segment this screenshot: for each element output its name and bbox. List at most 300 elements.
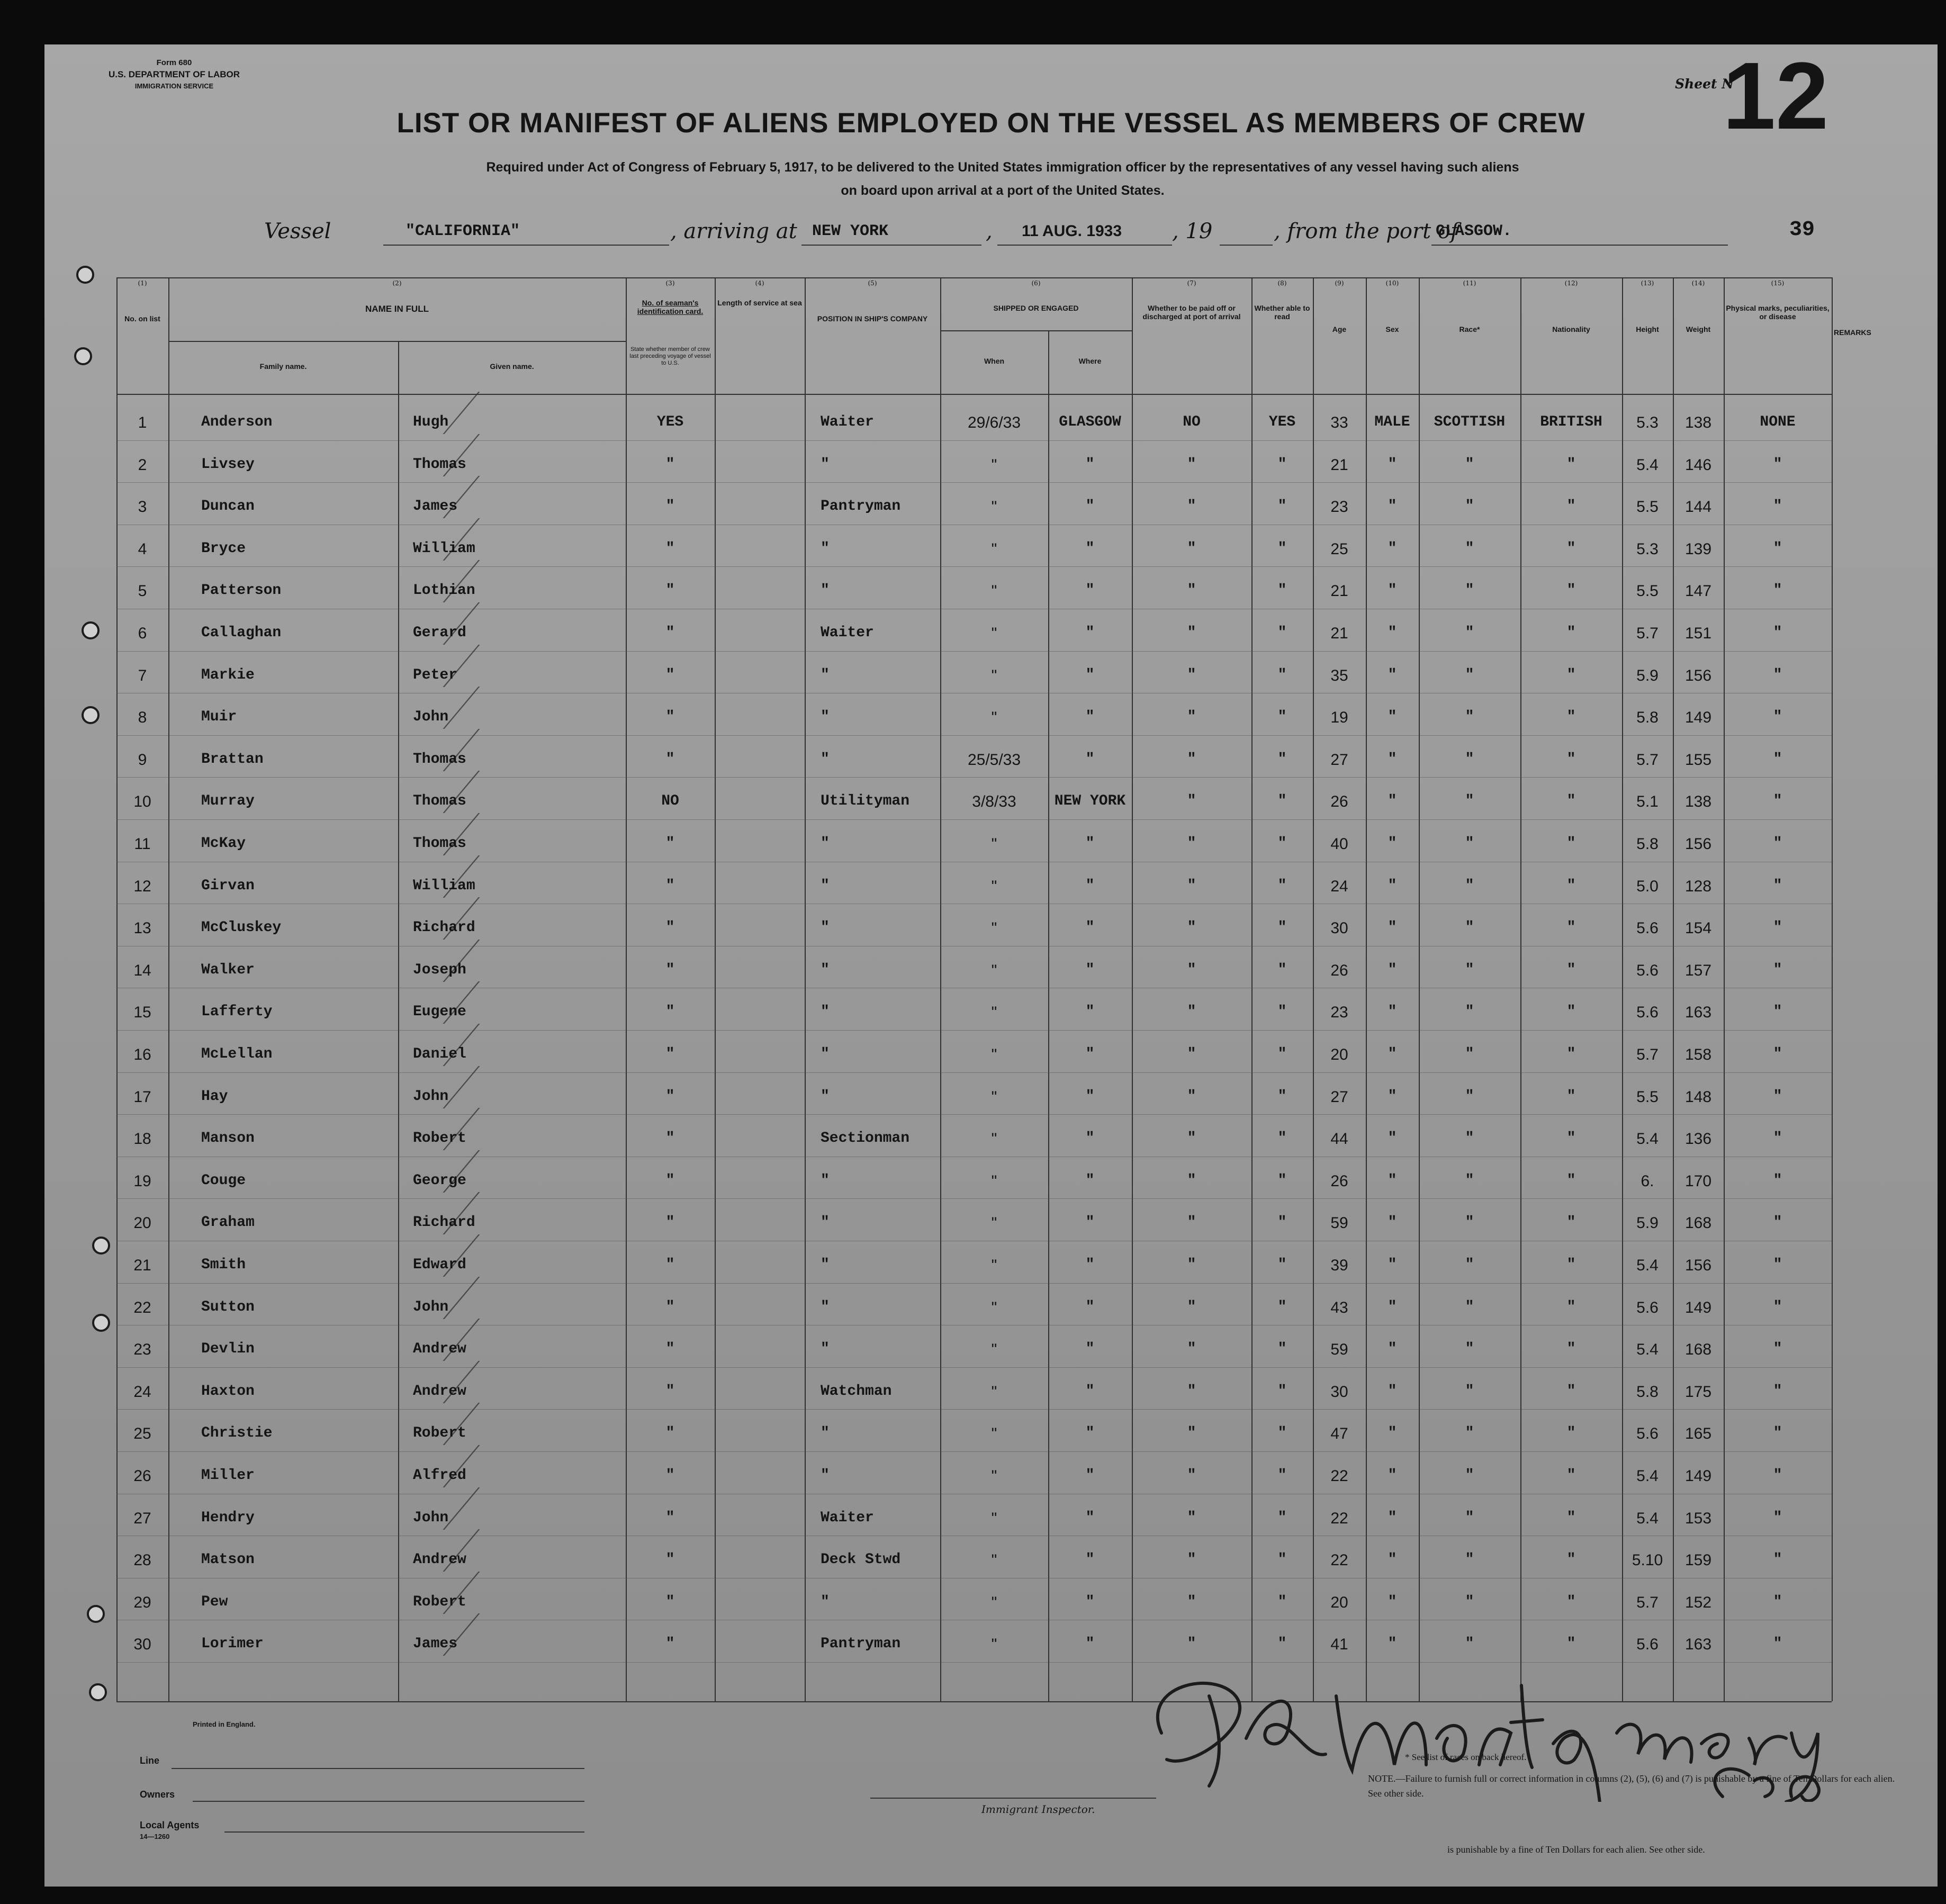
cell-race: " bbox=[1465, 919, 1474, 936]
cell-marks: " bbox=[1773, 751, 1782, 768]
cell-sex: " bbox=[1388, 709, 1397, 726]
cell-nat: BRITISH bbox=[1540, 414, 1602, 430]
cell-nat: " bbox=[1566, 582, 1576, 599]
cell-when: " bbox=[991, 709, 997, 727]
cell-where: " bbox=[1085, 877, 1095, 894]
header-no-on-list: No. on list bbox=[124, 314, 160, 323]
table-row bbox=[116, 1582, 1832, 1625]
cell-paid: " bbox=[1187, 540, 1196, 557]
header-nationality: Nationality bbox=[1552, 325, 1590, 333]
cell-marks: " bbox=[1773, 1004, 1782, 1021]
cell-height: 5.8 bbox=[1636, 1383, 1659, 1401]
cell-given: William bbox=[413, 877, 475, 894]
cell-position: Pantryman bbox=[821, 1636, 901, 1653]
cell-when: " bbox=[991, 1509, 997, 1527]
cell-where: " bbox=[1085, 1509, 1095, 1526]
cell-where: " bbox=[1085, 1046, 1095, 1062]
cell-age: 26 bbox=[1330, 1172, 1348, 1190]
cell-race: " bbox=[1465, 793, 1474, 810]
col-number: (8) bbox=[1277, 279, 1287, 287]
cell-nat: " bbox=[1566, 961, 1576, 978]
cell-when: " bbox=[991, 540, 997, 558]
cell-height: 5.4 bbox=[1636, 1257, 1659, 1274]
cell-given: Richard bbox=[413, 1214, 475, 1231]
cell-sex: " bbox=[1388, 1383, 1397, 1400]
cell-when: " bbox=[991, 1172, 997, 1190]
cell-weight: 163 bbox=[1684, 1004, 1712, 1022]
cell-card: " bbox=[665, 1004, 675, 1021]
cell-where: " bbox=[1085, 1551, 1095, 1568]
cell-position: Deck Stwd bbox=[821, 1551, 901, 1568]
table-row bbox=[116, 571, 1832, 613]
cell-read: " bbox=[1277, 1341, 1287, 1358]
punch-hole bbox=[76, 266, 94, 284]
cell-race: " bbox=[1465, 1551, 1474, 1568]
cell-marks: " bbox=[1773, 1046, 1782, 1062]
cell-sex: " bbox=[1388, 793, 1397, 810]
cell-age: 30 bbox=[1330, 1383, 1348, 1401]
cell-marks: " bbox=[1773, 1636, 1782, 1653]
cell-position: " bbox=[821, 751, 830, 768]
cell-read: " bbox=[1277, 1088, 1287, 1105]
header-id-card-note: State whether member of crew last preceding voyage of vessel to U.S. bbox=[629, 346, 711, 366]
from-port-label: , from the port of bbox=[1274, 219, 1458, 243]
cell-read: " bbox=[1277, 1636, 1287, 1653]
cell-where: " bbox=[1085, 456, 1095, 473]
table-row bbox=[116, 1077, 1832, 1119]
table-row bbox=[116, 1540, 1832, 1582]
cell-family: Miller bbox=[201, 1467, 255, 1484]
cell-weight: 153 bbox=[1684, 1509, 1712, 1527]
cell-card: " bbox=[665, 835, 675, 852]
cell-race: " bbox=[1465, 1257, 1474, 1273]
cell-nat: " bbox=[1566, 1046, 1576, 1062]
cell-read: " bbox=[1277, 582, 1287, 599]
cell-height: 5.4 bbox=[1636, 456, 1659, 474]
col-number: (2) bbox=[392, 279, 402, 287]
cell-card: " bbox=[665, 1214, 675, 1231]
cell-family: Smith bbox=[201, 1257, 246, 1273]
subtitle-line-1: Required under Act of Congress of February 5, 1917, to be delivered to the United States immigration officer by the representatives of any vessel having such aliens bbox=[486, 160, 1519, 175]
cell-age: 41 bbox=[1330, 1636, 1348, 1654]
cell-family: Murray bbox=[201, 793, 255, 810]
cell-age: 22 bbox=[1330, 1467, 1348, 1485]
cell-given: Alfred bbox=[413, 1467, 466, 1484]
cell-race: " bbox=[1465, 1509, 1474, 1526]
form-number: Form 680 bbox=[156, 58, 192, 67]
cell-position: " bbox=[821, 1593, 830, 1610]
cell-race: SCOTTISH bbox=[1434, 414, 1506, 430]
cell-height: 5.8 bbox=[1636, 709, 1659, 727]
cell-race: " bbox=[1465, 1130, 1474, 1147]
cell-card: " bbox=[665, 1046, 675, 1062]
cell-sex: MALE bbox=[1374, 414, 1410, 430]
cell-card: " bbox=[665, 961, 675, 978]
cell-no: 23 bbox=[133, 1341, 151, 1359]
cell-race: " bbox=[1465, 961, 1474, 978]
cell-race: " bbox=[1465, 1046, 1474, 1062]
cell-age: 24 bbox=[1330, 877, 1348, 895]
cell-age: 21 bbox=[1330, 582, 1348, 600]
cell-sex: " bbox=[1388, 835, 1397, 852]
cell-read: " bbox=[1277, 877, 1287, 894]
cell-age: 23 bbox=[1330, 498, 1348, 516]
cell-card: " bbox=[665, 1467, 675, 1484]
cell-race: " bbox=[1465, 1298, 1474, 1315]
cell-weight: 151 bbox=[1684, 625, 1712, 642]
cell-given: Thomas bbox=[413, 456, 466, 473]
cell-when: " bbox=[991, 666, 997, 684]
cell-where: " bbox=[1085, 751, 1095, 768]
cell-marks: " bbox=[1773, 1130, 1782, 1147]
cell-family: Matson bbox=[201, 1551, 255, 1568]
cell-race: " bbox=[1465, 1467, 1474, 1484]
cell-family: McKay bbox=[201, 835, 246, 852]
printed-in: Printed in England. bbox=[193, 1720, 256, 1728]
cell-when: " bbox=[991, 1593, 997, 1611]
cell-height: 5.3 bbox=[1636, 414, 1659, 431]
sheet-label: Sheet N bbox=[1675, 76, 1734, 92]
cell-position: " bbox=[821, 1088, 830, 1105]
cell-given: Thomas bbox=[413, 751, 466, 768]
cell-card: " bbox=[665, 1425, 675, 1442]
cell-sex: " bbox=[1388, 1214, 1397, 1231]
cell-paid: " bbox=[1187, 1172, 1196, 1189]
cell-given: Richard bbox=[413, 919, 475, 936]
cell-card: " bbox=[665, 1551, 675, 1568]
cell-when: " bbox=[991, 877, 997, 895]
cell-no: 26 bbox=[133, 1467, 151, 1485]
cell-marks: " bbox=[1773, 1425, 1782, 1442]
cell-where: " bbox=[1085, 625, 1095, 641]
cell-read: " bbox=[1277, 919, 1287, 936]
table-row bbox=[116, 1498, 1832, 1540]
cell-weight: 128 bbox=[1684, 877, 1712, 895]
immigrant-inspector-label: Immigrant Inspector. bbox=[981, 1803, 1095, 1816]
cell-given: Eugene bbox=[413, 1004, 466, 1021]
cell-where: " bbox=[1085, 1298, 1095, 1315]
cell-weight: 165 bbox=[1684, 1425, 1712, 1443]
cell-paid: " bbox=[1187, 456, 1196, 473]
table-row bbox=[116, 781, 1832, 824]
cell-nat: " bbox=[1566, 877, 1576, 894]
cell-marks: " bbox=[1773, 456, 1782, 473]
header-race: Race* bbox=[1459, 325, 1480, 333]
cell-card: " bbox=[665, 1298, 675, 1315]
header-where: Where bbox=[1078, 357, 1102, 365]
cell-position: " bbox=[821, 877, 830, 894]
cell-race: " bbox=[1465, 666, 1474, 683]
cell-paid: " bbox=[1187, 1467, 1196, 1484]
table-row bbox=[116, 655, 1832, 698]
cell-sex: " bbox=[1388, 877, 1397, 894]
cell-marks: " bbox=[1773, 666, 1782, 683]
cell-marks: " bbox=[1773, 709, 1782, 726]
cell-marks: " bbox=[1773, 1551, 1782, 1568]
cell-age: 35 bbox=[1330, 666, 1348, 684]
cell-weight: 156 bbox=[1684, 1257, 1712, 1274]
cell-weight: 159 bbox=[1684, 1551, 1712, 1569]
cell-family: Girvan bbox=[201, 877, 255, 894]
cell-marks: " bbox=[1773, 1172, 1782, 1189]
table-row bbox=[116, 1413, 1832, 1456]
cell-given: Edward bbox=[413, 1257, 466, 1273]
cell-race: " bbox=[1465, 1341, 1474, 1358]
header-given-name: Given name. bbox=[490, 362, 534, 371]
cell-age: 27 bbox=[1330, 751, 1348, 769]
cell-given: Andrew bbox=[413, 1341, 466, 1358]
punch-hole bbox=[92, 1237, 110, 1255]
cell-age: 19 bbox=[1330, 709, 1348, 727]
cell-sex: " bbox=[1388, 582, 1397, 599]
cell-race: " bbox=[1465, 1383, 1474, 1400]
cell-read: " bbox=[1277, 498, 1287, 515]
cell-position: " bbox=[821, 1341, 830, 1358]
arriving-label: , arriving at bbox=[670, 219, 797, 243]
cell-nat: " bbox=[1566, 1467, 1576, 1484]
cell-paid: " bbox=[1187, 1046, 1196, 1062]
cell-card: " bbox=[665, 709, 675, 726]
cell-family: Lafferty bbox=[201, 1004, 273, 1021]
header-physical: Physical marks, peculiarities, or disease bbox=[1726, 304, 1830, 321]
cell-sex: " bbox=[1388, 1551, 1397, 1568]
col-number: (10) bbox=[1385, 279, 1399, 287]
cell-paid: " bbox=[1187, 709, 1196, 726]
cell-age: 23 bbox=[1330, 1004, 1348, 1022]
cell-read: " bbox=[1277, 1509, 1287, 1526]
cell-card: " bbox=[665, 1088, 675, 1105]
cell-position: Watchman bbox=[821, 1383, 892, 1400]
col-number: (3) bbox=[665, 279, 675, 287]
cell-paid: " bbox=[1187, 625, 1196, 641]
cell-age: 27 bbox=[1330, 1088, 1348, 1106]
cell-when: " bbox=[991, 1551, 997, 1569]
cell-given: Gerard bbox=[413, 625, 466, 641]
cell-where: " bbox=[1085, 498, 1095, 515]
table-row bbox=[116, 1371, 1832, 1414]
cell-family: Walker bbox=[201, 961, 255, 978]
cell-card: " bbox=[665, 877, 675, 894]
cell-weight: 168 bbox=[1684, 1214, 1712, 1232]
crew-table bbox=[116, 277, 1871, 1707]
table-row bbox=[116, 402, 1832, 445]
cell-card: " bbox=[665, 751, 675, 768]
cell-nat: " bbox=[1566, 1088, 1576, 1105]
cell-marks: " bbox=[1773, 1298, 1782, 1315]
subtitle bbox=[246, 156, 1760, 202]
cell-given: Andrew bbox=[413, 1551, 466, 1568]
cell-family: Sutton bbox=[201, 1298, 255, 1315]
cell-sex: " bbox=[1388, 1088, 1397, 1105]
cell-where: GLASGOW bbox=[1059, 414, 1121, 430]
col-number: (14) bbox=[1691, 279, 1705, 287]
cell-age: 21 bbox=[1330, 456, 1348, 474]
cell-no: 17 bbox=[133, 1088, 151, 1106]
cell-when: 29/6/33 bbox=[967, 414, 1021, 431]
cell-sex: " bbox=[1388, 1636, 1397, 1653]
cell-no: 19 bbox=[133, 1172, 151, 1190]
cell-paid: " bbox=[1187, 1593, 1196, 1610]
cell-race: " bbox=[1465, 835, 1474, 852]
cell-marks: " bbox=[1773, 1214, 1782, 1231]
cell-height: 5.6 bbox=[1636, 1004, 1659, 1022]
cell-card: " bbox=[665, 1383, 675, 1400]
cell-race: " bbox=[1465, 540, 1474, 557]
cell-marks: " bbox=[1773, 498, 1782, 515]
cell-position: " bbox=[821, 582, 830, 599]
cell-when: " bbox=[991, 1383, 997, 1401]
cell-card: " bbox=[665, 1130, 675, 1147]
cell-weight: 146 bbox=[1684, 456, 1712, 474]
cell-family: McCluskey bbox=[201, 919, 282, 936]
cell-weight: 156 bbox=[1684, 666, 1712, 684]
cell-position: Waiter bbox=[821, 414, 874, 430]
page-title: LIST OR MANIFEST OF ALIENS EMPLOYED ON THE VESSEL AS MEMBERS OF CREW bbox=[397, 107, 1585, 139]
manifest-sheet bbox=[44, 44, 1938, 1887]
cell-height: 5.4 bbox=[1636, 1130, 1659, 1148]
header-id-card: No. of seaman's identification card. bbox=[637, 299, 704, 315]
cell-no: 11 bbox=[134, 835, 151, 853]
cell-given: Robert bbox=[413, 1425, 466, 1442]
cell-read: " bbox=[1277, 1004, 1287, 1021]
table-row bbox=[116, 445, 1832, 487]
cell-when: " bbox=[991, 1467, 997, 1485]
cell-card: NO bbox=[661, 793, 679, 810]
cell-given: James bbox=[413, 1636, 458, 1653]
cell-height: 5.5 bbox=[1636, 1088, 1659, 1106]
cell-weight: 144 bbox=[1684, 498, 1712, 516]
cell-when: " bbox=[991, 835, 997, 853]
line-label: Line bbox=[140, 1755, 160, 1766]
cell-marks: " bbox=[1773, 582, 1782, 599]
cell-position: Utilityman bbox=[821, 793, 910, 810]
cell-when: " bbox=[991, 1341, 997, 1359]
cell-paid: " bbox=[1187, 1341, 1196, 1358]
cell-read: " bbox=[1277, 751, 1287, 768]
cell-family: Couge bbox=[201, 1172, 246, 1189]
cell-weight: 152 bbox=[1684, 1593, 1712, 1611]
cell-given: Daniel bbox=[413, 1046, 466, 1062]
cell-sex: " bbox=[1388, 1004, 1397, 1021]
header-able-read: Whether able to read bbox=[1254, 304, 1310, 321]
col-number: (12) bbox=[1564, 279, 1578, 287]
cell-position: " bbox=[821, 1298, 830, 1315]
cell-when: " bbox=[991, 1257, 997, 1274]
cell-no: 13 bbox=[133, 919, 151, 937]
cell-no: 5 bbox=[138, 582, 147, 600]
cell-nat: " bbox=[1566, 1257, 1576, 1273]
table-row bbox=[116, 1287, 1832, 1330]
cell-height: 5.4 bbox=[1636, 1467, 1659, 1485]
cell-paid: " bbox=[1187, 1509, 1196, 1526]
cell-family: Christie bbox=[201, 1425, 273, 1442]
bottom-note: is punishable by a fine of Ten Dollars for each alien. See other side. bbox=[1447, 1844, 1705, 1855]
cell-sex: " bbox=[1388, 1298, 1397, 1315]
cell-height: 5.0 bbox=[1636, 877, 1659, 895]
col-number: (7) bbox=[1187, 279, 1196, 287]
cell-position: " bbox=[821, 1004, 830, 1021]
cell-race: " bbox=[1465, 582, 1474, 599]
cell-paid: " bbox=[1187, 1004, 1196, 1021]
cell-family: Bryce bbox=[201, 540, 246, 557]
cell-height: 5.5 bbox=[1636, 582, 1659, 600]
table-row bbox=[116, 1456, 1832, 1498]
page-number: 39 bbox=[1789, 218, 1815, 242]
table-row bbox=[116, 529, 1832, 571]
cell-family: Graham bbox=[201, 1214, 255, 1231]
cell-sex: " bbox=[1388, 1172, 1397, 1189]
cell-nat: " bbox=[1566, 1383, 1576, 1400]
cell-family: McLellan bbox=[201, 1046, 273, 1062]
cell-age: 26 bbox=[1330, 793, 1348, 811]
cell-sex: " bbox=[1388, 1467, 1397, 1484]
cell-weight: 156 bbox=[1684, 835, 1712, 853]
cell-card: " bbox=[665, 1341, 675, 1358]
cell-family: Lorimer bbox=[201, 1636, 264, 1653]
col-number: (4) bbox=[755, 279, 764, 287]
cell-weight: 149 bbox=[1684, 709, 1712, 727]
cell-race: " bbox=[1465, 625, 1474, 641]
cell-nat: " bbox=[1566, 835, 1576, 852]
cell-paid: " bbox=[1187, 1383, 1196, 1400]
cell-sex: " bbox=[1388, 1425, 1397, 1442]
cell-read: " bbox=[1277, 961, 1287, 978]
cell-nat: " bbox=[1566, 666, 1576, 683]
cell-where: " bbox=[1085, 1341, 1095, 1358]
cell-card: " bbox=[665, 498, 675, 515]
punch-hole bbox=[82, 706, 100, 724]
cell-where: " bbox=[1085, 1593, 1095, 1610]
cell-card: " bbox=[665, 540, 675, 557]
cell-nat: " bbox=[1566, 1004, 1576, 1021]
table-row bbox=[116, 1203, 1832, 1245]
table-row bbox=[116, 1034, 1832, 1077]
cell-marks: " bbox=[1773, 1341, 1782, 1358]
table-row bbox=[116, 1245, 1832, 1287]
cell-sex: " bbox=[1388, 1509, 1397, 1526]
cell-read: " bbox=[1277, 1551, 1287, 1568]
cell-height: 5.1 bbox=[1636, 793, 1659, 811]
cell-paid: " bbox=[1187, 835, 1196, 852]
cell-paid: " bbox=[1187, 1130, 1196, 1147]
cell-read: YES bbox=[1268, 414, 1296, 430]
cell-paid: " bbox=[1187, 793, 1196, 810]
header-sex: Sex bbox=[1385, 325, 1399, 333]
cell-where: " bbox=[1085, 919, 1095, 936]
arrival-date: 11 AUG. 1933 bbox=[1022, 222, 1122, 240]
cell-given: Thomas bbox=[413, 793, 466, 810]
cell-height: 5.6 bbox=[1636, 919, 1659, 937]
sheet-number: 12 bbox=[1723, 43, 1829, 149]
cell-no: 4 bbox=[138, 540, 147, 558]
cell-marks: " bbox=[1773, 1593, 1782, 1610]
department-name: U.S. DEPARTMENT OF LABOR bbox=[108, 69, 240, 79]
cell-where: " bbox=[1085, 582, 1095, 599]
cell-marks: " bbox=[1773, 1257, 1782, 1273]
cell-paid: " bbox=[1187, 961, 1196, 978]
cell-family: Hendry bbox=[201, 1509, 255, 1526]
cell-no: 25 bbox=[133, 1425, 151, 1443]
cell-when: " bbox=[991, 625, 997, 642]
cell-card: " bbox=[665, 919, 675, 936]
cell-read: " bbox=[1277, 835, 1287, 852]
cell-nat: " bbox=[1566, 1341, 1576, 1358]
subtitle-line-2: on board upon arrival at a port of the United States. bbox=[841, 183, 1165, 198]
cell-race: " bbox=[1465, 1214, 1474, 1231]
cell-race: " bbox=[1465, 751, 1474, 768]
cell-no: 18 bbox=[133, 1130, 151, 1148]
cell-age: 39 bbox=[1330, 1257, 1348, 1274]
